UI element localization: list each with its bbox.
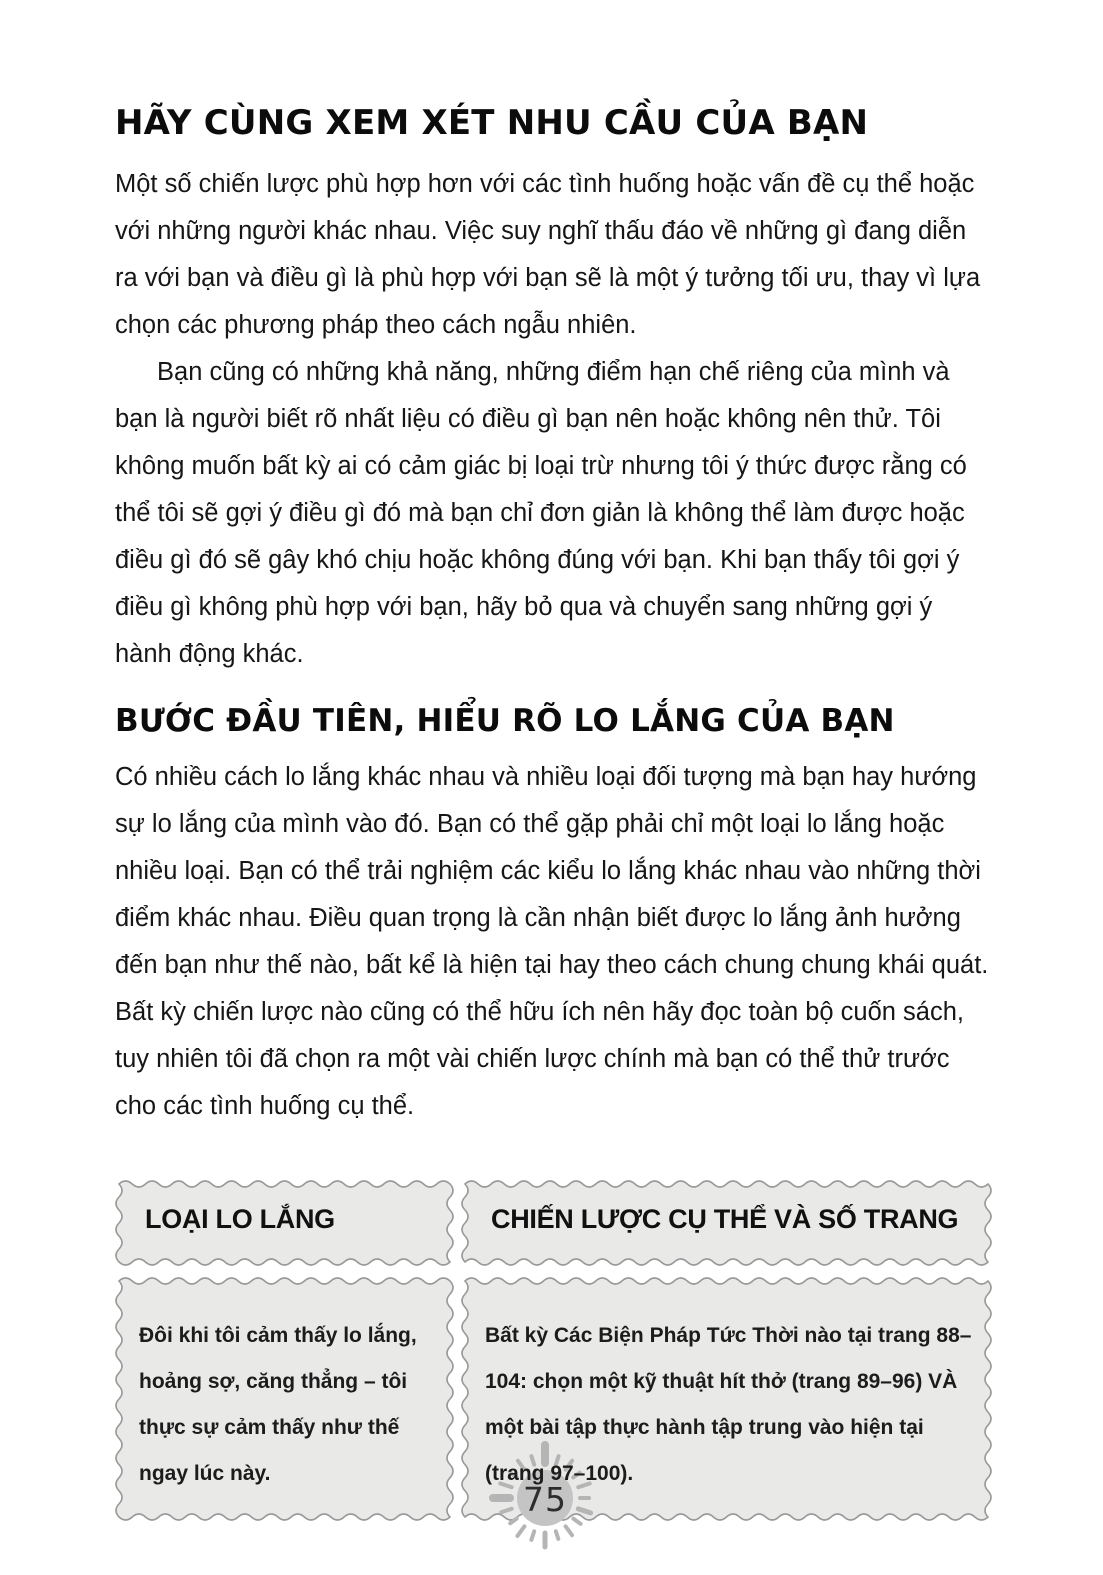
table-header-worry-type (115, 1180, 454, 1266)
paragraph-your-abilities: Bạn cũng có những khả năng, những điểm hạn chế riêng của mình và bạn là người biết rõ nhất liệu có điều gì bạn nên hoặc không nên thử. Tôi không muốn bất kỳ ai có cảm giác bị loại trừ nhưng tôi ý thức được rằng có thể tôi sẽ gợi ý điều gì đó mà bạn chỉ đơn giản là không thể làm được hoặc điều gì đó sẽ gây khó chịu hoặc không đúng với bạn. Khi bạn thấy tôi gợi ý điều gì không phù hợp với bạn, hãy bỏ qua và chuyển sang những gợi ý hành động khác. (115, 357, 967, 668)
section-heading-first-step: BƯỚC ĐẦU TIÊN, HIỂU RÕ LO LẮNG CỦA BẠN (115, 702, 895, 739)
table-cell-strategy-pages-text: Bất kỳ Các Biện Pháp Tức Thời nào tại trang 88–104: chọn một kỹ thuật hít thở (trang 89–96) VÀ một bài tập thực hành tập trung vào hiện tại (trang 97–100). (485, 1324, 972, 1486)
paragraph-kinds-of-worry: Có nhiều cách lo lắng khác nhau và nhiều loại đối tượng mà bạn hay hướng sự lo lắng của mình vào đó. Bạn có thể gặp phải chỉ một loại lo lắng hoặc nhiều loại. Bạn có thể trải nghiệm các kiểu lo lắng khác nhau vào những thời điểm khác nhau. Điều quan trọng là cần nhận biết được lo lắng ảnh hưởng đến bạn như thế nào, bất kể là hiện tại hay theo cách chung chung khái quát. Bất kỳ chiến lược nào cũng có thể hữu ích nên hãy đọc toàn bộ cuốn sách, tuy nhiên tôi đã chọn ra một vài chiến lược chính mà bạn có thể thử trước cho các tình huống cụ thể. (115, 763, 989, 1121)
paragraph-strategies-fit: Một số chiến lược phù hợp hơn với các tình huống hoặc vấn đề cụ thể hoặc với những người khác nhau. Việc suy nghĩ thấu đáo về những gì đang diễn ra với bạn và điều gì là phù hợp với bạn sẽ là một ý tưởng tối ưu, thay vì lựa chọn các phương pháp theo cách ngẫu nhiên. (115, 169, 981, 339)
section-heading-needs: HÃY CÙNG XEM XÉT NHU CẦU CỦA BẠN (115, 103, 869, 143)
table-header-worry-type-label: LOẠI LO LẮNG (145, 1204, 335, 1235)
table-header-strategy-label: CHIẾN LƯỢC CỤ THỂ VÀ SỐ TRANG (491, 1204, 959, 1235)
worry-strategy-table (115, 1180, 993, 1521)
table-header-strategy (461, 1180, 992, 1266)
table-cell-worry-description (115, 1277, 454, 1521)
page-content (115, 0, 993, 1521)
table-cell-strategy-pages (461, 1277, 992, 1521)
page-number: 75 (523, 1479, 567, 1519)
table-cell-worry-description-text: Đôi khi tôi cảm thấy lo lắng, hoảng sợ, căng thẳng – tôi thực sự cảm thấy như thế ngay lúc này. (139, 1324, 417, 1486)
